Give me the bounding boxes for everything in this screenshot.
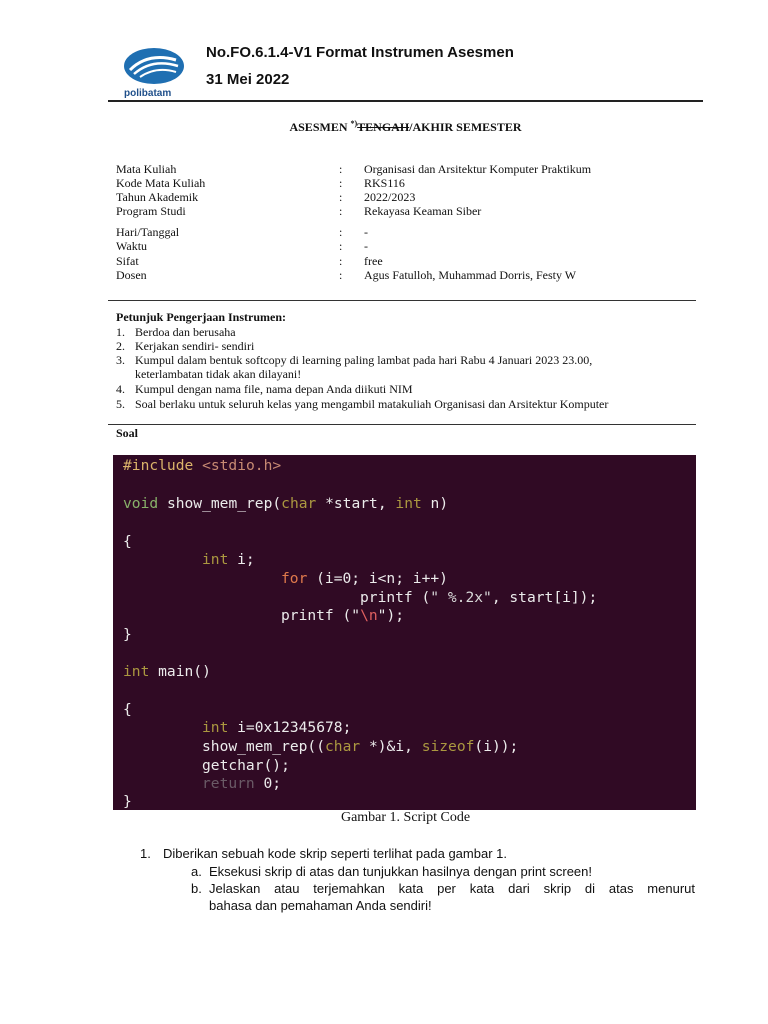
code-line: void show_mem_rep(char *start, int n) — [123, 495, 449, 512]
document-title: No.FO.6.1.4-V1 Format Instrumen Asesmen — [206, 44, 514, 61]
info-separator: : — [339, 254, 343, 268]
section-divider — [108, 424, 696, 425]
info-label: Dosen — [116, 268, 147, 282]
info-value: Rekayasa Keaman Siber — [364, 204, 482, 218]
info-separator: : — [339, 176, 343, 190]
instructions-title: Petunjuk Pengerjaan Instrumen: — [116, 310, 286, 324]
code-line: printf (" %.2x", start[i]); — [360, 589, 598, 606]
subquestion-a-text: Eksekusi skrip di atas dan tunjukkan hasilnya dengan print screen! — [209, 864, 592, 879]
subquestion-b-text-continued: bahasa dan pemahaman Anda sendiri! — [209, 898, 432, 913]
code-line: { — [123, 533, 132, 550]
info-label: Hari/Tanggal — [116, 225, 180, 239]
info-label: Waktu — [116, 239, 148, 253]
info-value: free — [364, 254, 383, 268]
info-label: Sifat — [116, 254, 139, 268]
figure-caption: Gambar 1. Script Code — [340, 810, 471, 825]
document-date: 31 Mei 2022 — [206, 71, 290, 88]
header-divider — [108, 100, 703, 102]
code-line: for (i=0; i<n; i++) — [281, 570, 448, 587]
info-label: Kode Mata Kuliah — [116, 176, 206, 190]
code-line: getchar(); — [202, 757, 290, 774]
subquestion-b-text: Jelaskan atau terjemahkan kata per kata dari skrip di atas menurut — [209, 881, 695, 896]
code-line: int main() — [123, 663, 211, 680]
question-text: Diberikan sebuah kode skrip seperti terlihat pada gambar 1. — [163, 846, 507, 861]
info-separator: : — [339, 268, 343, 282]
code-screenshot — [113, 455, 696, 810]
polibatam-logo — [118, 44, 190, 100]
info-separator: : — [339, 162, 343, 176]
questions-label: Soal — [116, 426, 139, 440]
code-line: } — [123, 793, 132, 810]
info-separator: : — [339, 225, 343, 239]
info-value: - — [364, 239, 368, 253]
info-label: Mata Kuliah — [116, 162, 177, 176]
code-line: { — [123, 701, 132, 718]
code-line: int i=0x12345678; — [202, 719, 352, 736]
info-separator: : — [339, 239, 343, 253]
exam-title: ASESMEN *)TENGAH/AKHIR SEMESTER — [289, 119, 522, 134]
info-label: Program Studi — [116, 204, 186, 218]
question-number: 1. — [140, 846, 151, 861]
code-line: #include <stdio.h> — [123, 457, 282, 474]
code-line: } — [123, 626, 132, 643]
section-divider — [108, 300, 696, 301]
code-line: return 0; — [202, 775, 282, 792]
code-line: show_mem_rep((char *)&i, sizeof(i)); — [202, 738, 519, 755]
subquestion-a-label: a. — [191, 864, 202, 879]
info-label: Tahun Akademik — [116, 190, 199, 204]
info-value: 2022/2023 — [364, 190, 416, 204]
info-value: - — [364, 225, 368, 239]
info-separator: : — [339, 190, 343, 204]
info-value: Organisasi dan Arsitektur Komputer Praktikum — [364, 162, 592, 176]
info-value: Agus Fatulloh, Muhammad Dorris, Festy W — [364, 268, 577, 282]
info-separator: : — [339, 204, 343, 218]
subquestion-b-label: b. — [191, 881, 202, 896]
code-line: printf ("\n"); — [281, 607, 405, 624]
info-value: RKS116 — [364, 176, 405, 190]
logo-text: polibatam — [124, 88, 172, 99]
code-line: int i; — [202, 551, 255, 568]
